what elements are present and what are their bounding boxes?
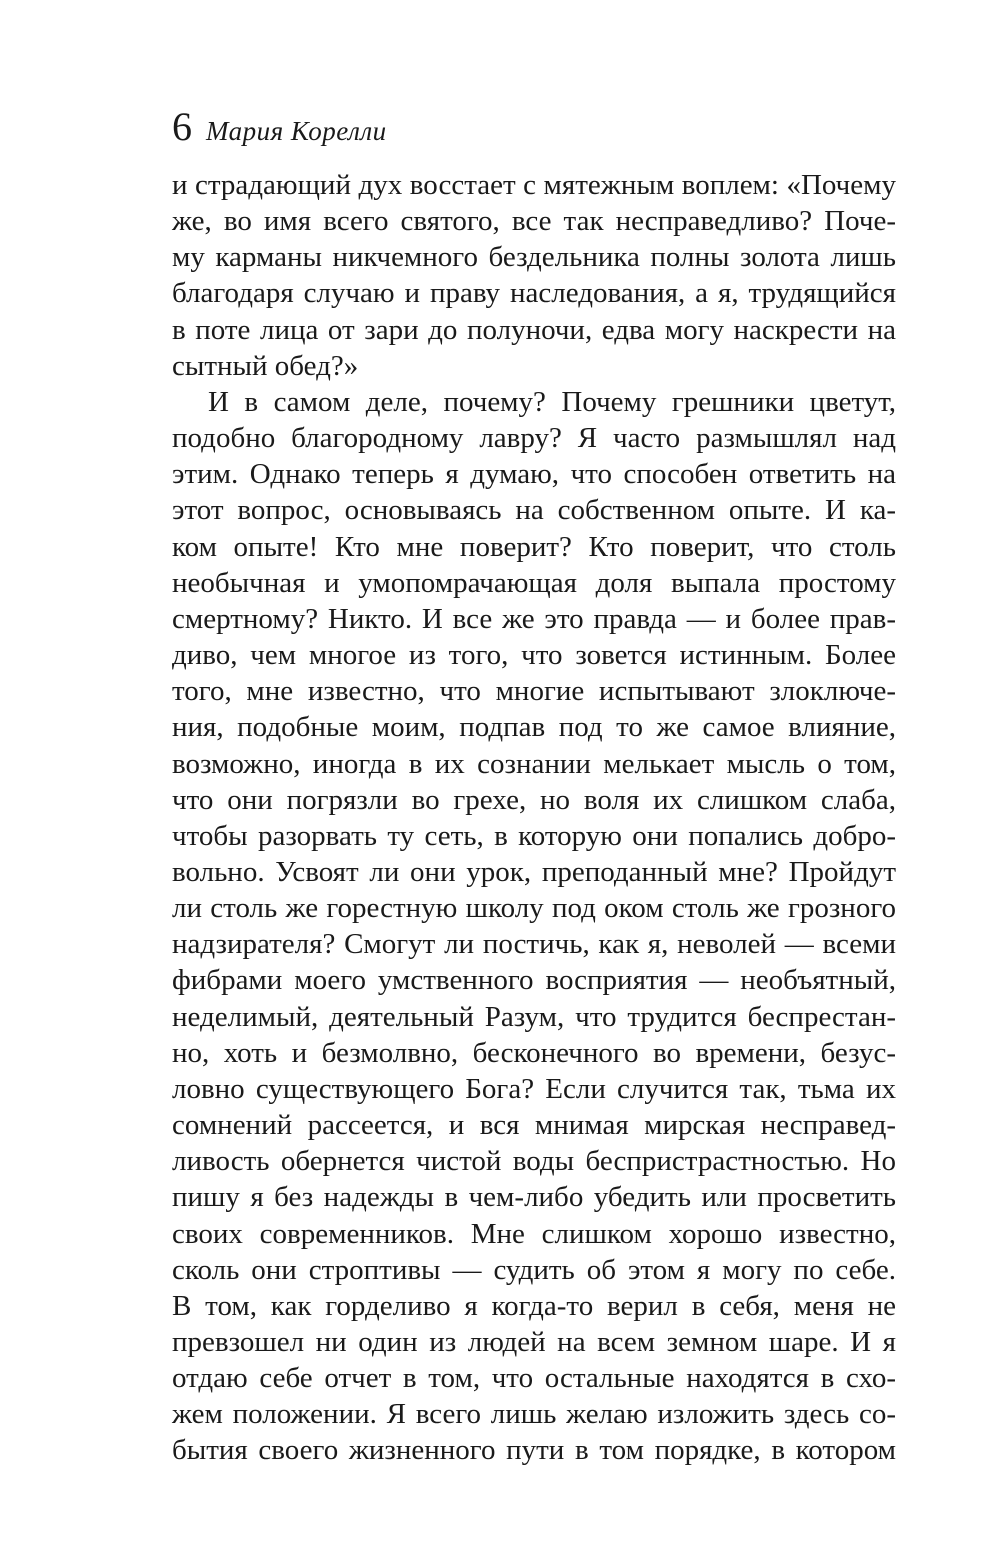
text-line: ком опыте! Кто мне поверит? Кто поверит, что столь xyxy=(172,530,896,563)
text-line: вольно. Усвоят ли они урок, преподанный мне? Пройдут xyxy=(172,855,896,888)
text-line: чтобы разорвать ту сеть, в которую они попались добро- xyxy=(172,819,896,852)
text-line: этим. Однако теперь я думаю, что способен ответить на xyxy=(172,458,896,491)
paragraph-first-line: И в самом деле, почему? Почему грешники цветут, xyxy=(208,385,896,418)
text-line: этот вопрос, основываясь на собственном опыте. И ка- xyxy=(172,494,896,527)
text-line: неделимый, деятельный Разум, что трудится беспрестан- xyxy=(172,1000,896,1033)
text-line: благодаря случаю и праву наследования, а я, трудящийся xyxy=(172,277,896,310)
text-line: возможно, иногда в их сознании мелькает мысль о том, xyxy=(172,747,896,780)
body-text xyxy=(172,167,896,1469)
text-line: отдаю себе отчет в том, что остальные находятся в схо- xyxy=(172,1362,896,1395)
text-line: диво, чем многое из того, что зовется истинным. Более xyxy=(172,639,896,672)
text-line: сытный обед?» xyxy=(172,349,359,382)
text-line: подобно благородному лавру? Я часто размышлял над xyxy=(172,422,896,455)
text-line: ливость обернется чистой воды беспристрастностью. Но xyxy=(172,1145,896,1178)
text-line: надзирателя? Смогут ли постичь, как я, неволей — всеми xyxy=(172,928,896,961)
text-line: что они погрязли во грехе, но воля их слишком слаба, xyxy=(172,783,896,816)
text-line: сколь они строптивы — судить об этом я могу по себе. xyxy=(172,1253,896,1286)
running-head: Мария Корелли xyxy=(206,116,387,146)
text-line: же, во имя всего святого, все так несправедливо? Поче- xyxy=(172,205,896,238)
text-line: сомнений рассеется, и вся мнимая мирская несправед- xyxy=(172,1109,896,1142)
text-line: в поте лица от зари до полуночи, едва могу наскрести на xyxy=(172,313,896,346)
text-line: смертному? Никто. И все же это правда — и более прав- xyxy=(172,602,896,635)
text-line: фибрами моего умственного восприятия — необъятный, xyxy=(172,964,896,997)
text-line: превзошел ни один из людей на всем земном шаре. И я xyxy=(172,1326,896,1358)
text-line: ловно существующего Бога? Если случится так, тьма их xyxy=(172,1072,896,1105)
text-line: своих современников. Мне слишком хорошо известно, xyxy=(172,1217,896,1250)
text-line: В том, как горделиво я когда-то верил в себя, меня не xyxy=(172,1289,896,1322)
text-line: ния, подобные моим, подпав под то же самое влияние, xyxy=(172,711,896,744)
text-line: необычная и умопомрачающая доля выпала простому xyxy=(172,566,896,599)
text-line: но, хоть и безмолвно, бесконечного во времени, безус- xyxy=(172,1036,896,1069)
text-line: му карманы никчемного бездельника полны золота лишь xyxy=(172,241,896,274)
page-number: 6 xyxy=(172,104,192,149)
text-line: бытия своего жизненного пути в том порядке, в котором xyxy=(172,1434,896,1467)
text-line: и страдающий дух восстает с мятежным воплем: «Почему xyxy=(172,169,896,201)
page-header xyxy=(172,102,387,152)
text-line: жем положении. Я всего лишь желаю изложить здесь со- xyxy=(172,1398,896,1431)
text-line: того, мне известно, что многие испытывают злоключе- xyxy=(172,675,896,708)
text-line: пишу я без надежды в чем-либо убедить или просветить xyxy=(172,1181,896,1214)
text-line: ли столь же горестную школу под оком столь же грозного xyxy=(172,892,896,925)
